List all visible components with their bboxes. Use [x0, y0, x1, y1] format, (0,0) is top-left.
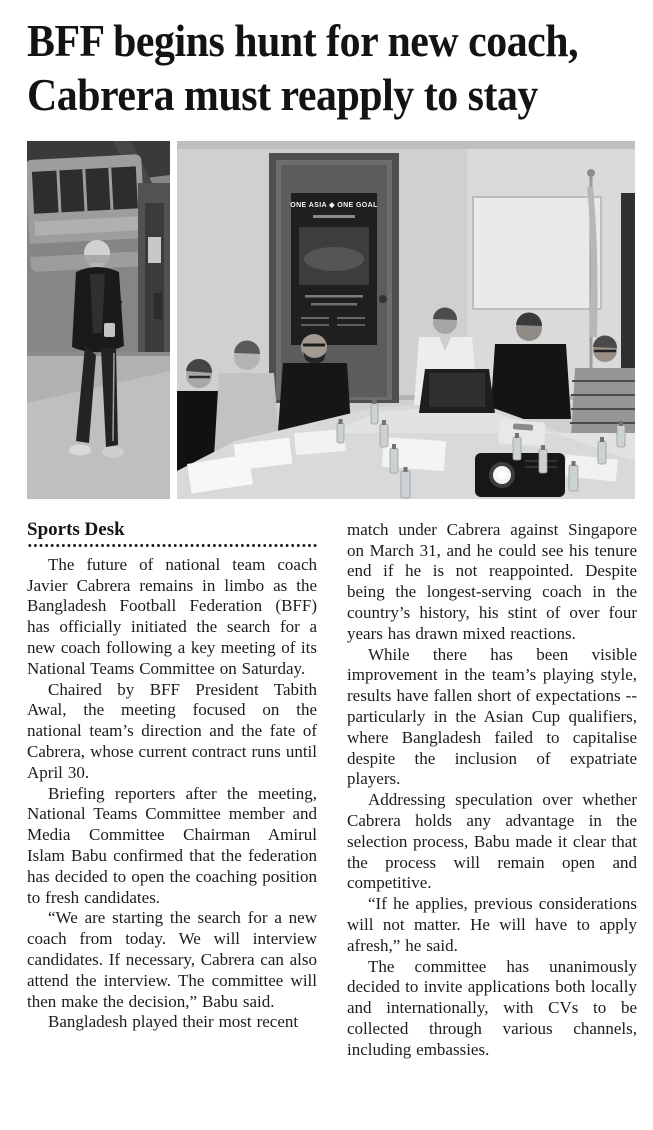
article-paragraph: Chaired by BFF President Tabith Awal, the meeting focused on the national team’s direction and the fate of Cabrera, whose current contract runs until April 30.	[27, 679, 317, 782]
photo-divider	[170, 141, 177, 499]
byline: Sports Desk	[27, 518, 125, 540]
column-left	[27, 520, 317, 1061]
article-paragraph: The future of national team coach Javier Cabrera remains in limbo as the Bangladesh Football Federation (BFF) has officially initiated the search for a new coach following a key meeting of its National Teams Committee on Saturday.	[27, 554, 317, 678]
column-right	[347, 520, 637, 1061]
article-paragraph: Bangladesh played their most recent	[48, 1012, 299, 1032]
article-paragraph: While there has been visible improvement in the team’s playing style, results have fallen short of expectations -- particularly in the Asian Cup qualifiers, where Bangladesh failed to capitalise despite the inclusion of expatriate players.	[347, 644, 637, 789]
headline-line-2: Cabrera must reapply to stay	[27, 70, 538, 121]
article-photo	[27, 141, 635, 499]
article-paragraph: Addressing speculation over whether Cabrera holds any advantage in the selection process, Babu made it clear that the process will remain open and competitive.	[347, 790, 637, 893]
article-headline	[27, 14, 594, 123]
column-left-paragraphs	[27, 555, 317, 1033]
headline-line-1: BFF begins hunt for new coach,	[27, 16, 579, 66]
whiteboard	[473, 197, 601, 309]
article-paragraph: The committee has unanimously decided to invite applications both locally and internationally, with CVs to be collected through various channels, including embassies.	[347, 956, 637, 1059]
poster-text: ONE ASIA ◆ ONE GOAL	[290, 201, 378, 209]
article-paragraph: “If he applies, previous considerations will not matter. He will have to apply afresh,” he said.	[347, 894, 637, 955]
article-paragraph: match under Cabrera against Singapore on March 31, and he could see his tenure end if he is not reappointed. Despite being the longest-serving coach in the country’s history, his stint of over four years has drawn mixed reactions.	[347, 519, 637, 643]
article-paragraph: “We are starting the search for a new coach from today. We will interview candidates. If necessary, Cabrera can also attend the interview. The committee will then make the decision,” Babu said.	[27, 908, 317, 1011]
byline-dotted-rule	[27, 543, 317, 548]
photo-illustration	[27, 141, 635, 499]
article-body	[27, 520, 637, 1061]
meeting-photo-panel	[177, 141, 635, 499]
coach-photo-panel	[27, 141, 170, 499]
article-paragraph: Briefing reporters after the meeting, National Teams Committee member and Media Committee Chairman Amirul Islam Babu confirmed that the federation has decided to open the coaching position to fresh candidates.	[27, 783, 317, 907]
